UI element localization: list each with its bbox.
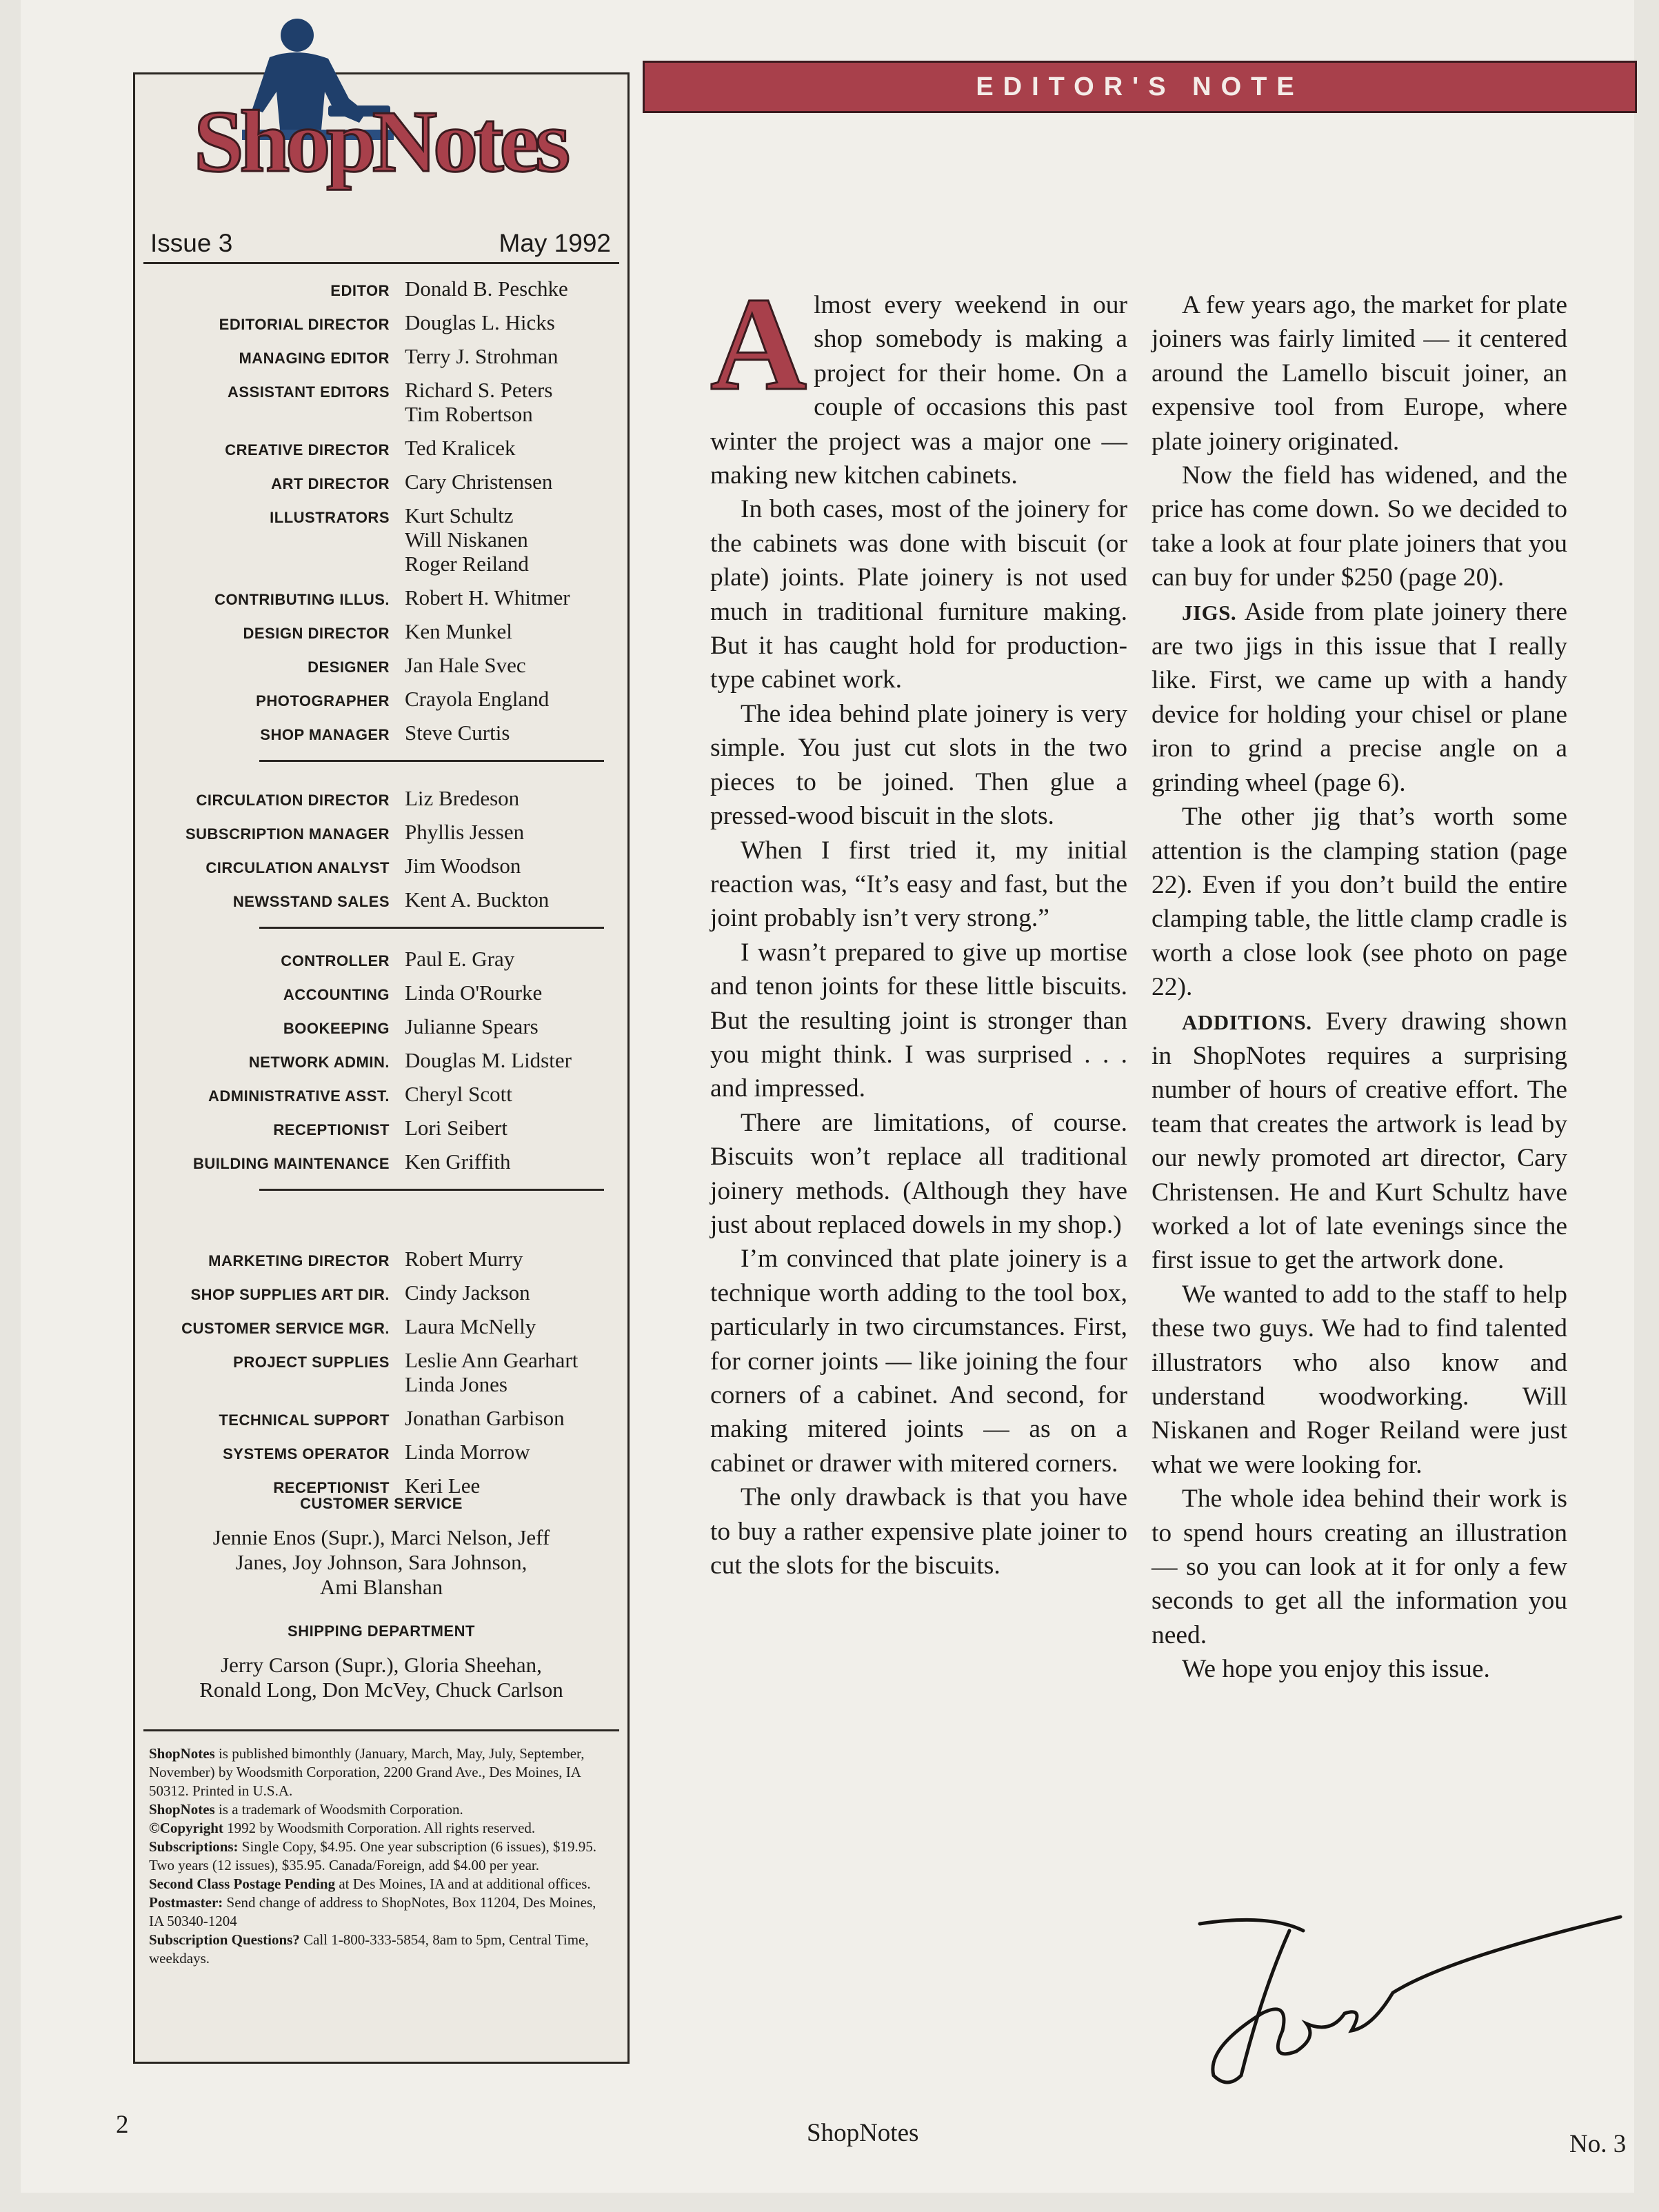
publication-line-lead: Second Class Postage Pending — [149, 1876, 336, 1892]
article-column-2 — [1152, 288, 1567, 1687]
run-in-heading: JIGS. — [1182, 600, 1237, 625]
logo-wordmark: ShopNotes — [194, 92, 569, 190]
paragraph-text: I wasn’t prepared to give up mortise and tenon joints for these little biscuits. But the resulting joint is stronger than you might think. I was surprised . . . and impressed. — [710, 938, 1127, 1103]
staff-row — [135, 1014, 627, 1042]
run-in-heading: ADDITIONS. — [1182, 1009, 1312, 1034]
staff-role: DESIGN DIRECTOR — [243, 625, 390, 642]
staff-names — [405, 687, 549, 711]
staff-row — [135, 503, 627, 576]
publication-info — [149, 1745, 614, 1968]
staff-names — [405, 721, 510, 745]
paragraph-text: I’m convinced that plate joinery is a technique worth adding to the tool box, particularly in two circumstances. First, for corner joints — like joining the four corners of a cabinet. And second, for making mitered joints — as on a cabinet or drawer with mitered corners. — [710, 1245, 1127, 1478]
staff-names — [405, 981, 542, 1005]
publication-line — [149, 1875, 614, 1893]
paragraph-text: Every drawing shown in ShopNotes requires a surprising number of hours of creative effort. The team that creates the artwork is lead by our newly promoted art director, Cary Christensen. He and Kurt Schultz have worked a lot of late evenings since the first issue to get the artwork done. — [1152, 1007, 1567, 1275]
publication-line — [149, 1800, 614, 1819]
staff-role: DESIGNER — [308, 658, 390, 676]
staff-row — [135, 585, 627, 613]
staff-names — [405, 820, 524, 844]
publication-line — [149, 1893, 614, 1931]
staff-name: Jan Hale Svec — [405, 653, 526, 677]
staff-row — [135, 619, 627, 647]
staff-role: EDITORIAL DIRECTOR — [219, 316, 390, 333]
article-column-1 — [710, 270, 1127, 1582]
footer-issue-number: No. 3 — [1569, 2130, 1627, 2158]
publication-line — [149, 1819, 614, 1838]
staff-role: SYSTEMS OPERATOR — [223, 1445, 390, 1462]
staff-role: SHOP SUPPLIES ART DIR. — [190, 1286, 390, 1303]
paragraph-text: We hope you enjoy this issue. — [1182, 1655, 1490, 1684]
staff-name: Cheryl Scott — [405, 1082, 512, 1106]
issue-label: Issue 3 — [150, 229, 233, 257]
article-paragraph — [710, 834, 1127, 936]
article-paragraph — [710, 936, 1127, 1106]
article-paragraph — [710, 1480, 1127, 1582]
customer-service-heading: CUSTOMER SERVICE — [300, 1495, 463, 1512]
staff-names — [405, 1348, 578, 1396]
staff-row — [135, 1314, 627, 1342]
publication-line — [149, 1931, 614, 1968]
publication-line-lead: ShopNotes — [149, 1801, 215, 1818]
publication-line-text: Send change of address to ShopNotes, Box 11204, Des Moines, IA 50340-1204 — [149, 1894, 596, 1929]
staff-name: Douglas M. Lidster — [405, 1048, 572, 1072]
publication-line-lead: Subscriptions: — [149, 1838, 239, 1855]
article-paragraph — [1152, 595, 1567, 800]
staff-row — [135, 1280, 627, 1308]
staff-name: Linda Jones — [405, 1372, 507, 1396]
staff-names — [405, 887, 549, 912]
publication-line-text: is a trademark of Woodsmith Corporation. — [214, 1801, 463, 1818]
publication-line-text: Single Copy, $4.95. One year subscription (6 issues), $19.95. Two years (12 issues), $35.95. Canada/Foreign, add $4.00 per year. — [149, 1838, 597, 1873]
paragraph-text: When I first tried it, my initial reaction was, “It’s easy and fast, but the joint probably isn’t very strong.” — [710, 836, 1127, 933]
customer-service-names — [149, 1525, 614, 1600]
publication-line-lead: ©Copyright — [149, 1820, 223, 1836]
staff-role: PROJECT SUPPLIES — [233, 1354, 390, 1371]
staff-names — [405, 344, 559, 368]
staff-names — [405, 1014, 539, 1038]
staff-row — [135, 436, 627, 463]
staff-role: SHOP MANAGER — [260, 726, 390, 743]
staff-row — [135, 1048, 627, 1076]
article-paragraph — [1152, 1278, 1567, 1482]
staff-role: CONTROLLER — [281, 952, 390, 969]
staff-role: RECEPTIONIST — [273, 1479, 390, 1496]
staff-name: Ken Munkel — [405, 619, 512, 643]
staff-names — [405, 585, 570, 610]
staff-role: TECHNICAL SUPPORT — [219, 1411, 390, 1429]
staff-row — [135, 1116, 627, 1143]
staff-name: Jonathan Garbison — [405, 1406, 565, 1430]
staff-role: ILLUSTRATORS — [270, 509, 390, 526]
issue-date: May 1992 — [499, 229, 611, 257]
staff-name: Douglas L. Hicks — [405, 310, 555, 334]
staff-role: ART DIRECTOR — [271, 475, 390, 492]
staff-names — [405, 1474, 480, 1498]
publication-line-lead: Postmaster: — [149, 1894, 223, 1911]
paragraph-text: The idea behind plate joinery is very simple. You just cut slots in the two pieces to be joined. Then glue a pressed-wood biscuit in the slots. — [710, 699, 1127, 831]
staff-role: SUBSCRIPTION MANAGER — [185, 825, 390, 843]
staff-row — [135, 887, 627, 915]
staff-role: NETWORK ADMIN. — [248, 1054, 390, 1071]
paragraph-text: There are limitations, of course. Biscuits won’t replace all traditional joinery methods. (Although they have just about replaced dowels in my shop.) — [710, 1108, 1127, 1239]
paragraph-text: The whole idea behind their work is to spend hours creating an illustration — so you can look at it for only a few seconds to get all the information you need. — [1152, 1485, 1567, 1649]
article-paragraph — [710, 1106, 1127, 1243]
paragraph-text: Aside from plate joinery there are two jigs in this issue that I really like. First, we came up with a handy device for holding your chisel or plane iron to grind a precise angle on a grinding wheel (page 6). — [1152, 597, 1567, 797]
divider — [143, 1729, 619, 1731]
staff-names — [405, 436, 516, 460]
section-divider — [259, 1189, 604, 1191]
paragraph-text: lmost every weekend in our shop somebody is making a project for their home. On a couple of occasions this past winter the project was a major one — making new kitchen cabinets. — [710, 291, 1127, 490]
staff-names — [405, 1082, 512, 1106]
staff-name: Laura McNelly — [405, 1314, 536, 1338]
staff-role: BOOKEEPING — [283, 1020, 390, 1037]
staff-name: Linda Morrow — [405, 1440, 530, 1464]
publication-line-text: is published bimonthly (January, March, May, July, September, November) by Woodsmith Corporation, 2200 Grand Ave., Des Moines, IA 50312. Printed in U.S.A. — [149, 1745, 585, 1799]
staff-name: Richard S. Peters — [405, 378, 553, 402]
issue-line — [143, 228, 619, 264]
publication-line-lead: Subscription Questions? — [149, 1931, 300, 1948]
staff-name: Lori Seibert — [405, 1116, 507, 1140]
staff-row — [135, 854, 627, 881]
staff-names — [405, 276, 568, 301]
page-number: 2 — [116, 2111, 129, 2139]
paragraph-text: In both cases, most of the joinery for the cabinets was done with biscuit (or plate) joints. Plate joinery is not used much in traditional furniture making. But it has caught hold for production-type cabinet work. — [710, 495, 1127, 694]
shipping-names — [149, 1653, 614, 1702]
staff-row — [135, 1149, 627, 1177]
staff-row — [135, 1406, 627, 1434]
staff-names — [405, 786, 519, 810]
article-paragraph — [710, 492, 1127, 696]
paragraph-text: A few years ago, the market for plate joiners was fairly limited — it centered around the Lamello biscuit joiner, an expensive tool from Europe, where plate joinery originated. — [1152, 291, 1567, 456]
staff-name: Robert H. Whitmer — [405, 585, 570, 610]
staff-names — [405, 1048, 572, 1072]
drop-cap: A — [710, 270, 807, 418]
staff-names — [405, 503, 529, 576]
staff-names — [405, 1406, 565, 1430]
staff-row — [135, 344, 627, 372]
staff-names — [405, 619, 512, 643]
masthead-box — [133, 72, 630, 2064]
staff-role: ACCOUNTING — [283, 986, 390, 1003]
paragraph-text: The other jig that’s worth some attention is the clamping station (page 22). Even if you don’t build the entire clamping table, the little clamp cradle is worth a close look (see photo on page 22). — [1152, 803, 1567, 1002]
staff-names — [405, 947, 514, 971]
publication-line — [149, 1838, 614, 1875]
staff-row — [135, 1440, 627, 1467]
staff-role: CIRCULATION DIRECTOR — [196, 792, 390, 809]
staff-names — [405, 310, 555, 334]
staff-name: Paul E. Gray — [405, 947, 515, 971]
staff-role: CIRCULATION ANALYST — [205, 859, 390, 876]
staff-name: Liz Bredeson — [405, 786, 520, 810]
staff-role: CONTRIBUTING ILLUS. — [214, 591, 390, 608]
staff-role: CREATIVE DIRECTOR — [225, 441, 390, 459]
staff-name: Tim Robertson — [405, 402, 533, 426]
staff-name: Ted Kralicek — [405, 436, 516, 460]
editors-note-banner — [643, 61, 1637, 113]
staff-name: Will Niskanen — [405, 527, 528, 552]
staff-name: Crayola England — [405, 687, 550, 711]
customer-service-line: Jennie Enos (Supr.), Marci Nelson, Jeff — [212, 1525, 550, 1549]
paragraph-text: The only drawback is that you have to buy a rather expensive plate joiner to cut the slots for the biscuits. — [710, 1483, 1127, 1580]
staff-role: BUILDING MAINTENANCE — [193, 1155, 390, 1172]
staff-names — [405, 1116, 507, 1140]
staff-role: RECEPTIONIST — [273, 1121, 390, 1138]
staff-role: ASSISTANT EDITORS — [227, 383, 390, 401]
staff-role: EDITOR — [330, 282, 390, 299]
staff-names — [405, 1247, 523, 1271]
staff-name: Linda O'Rourke — [405, 981, 543, 1005]
staff-role: NEWSSTAND SALES — [232, 893, 390, 910]
shipping-line: Jerry Carson (Supr.), Gloria Sheehan, — [221, 1653, 542, 1677]
staff-name: Jim Woodson — [405, 854, 521, 878]
magazine-page — [21, 0, 1634, 2193]
staff-name: Leslie Ann Gearhart — [405, 1348, 579, 1372]
staff-role: PHOTOGRAPHER — [256, 692, 390, 710]
article-paragraph — [1152, 1482, 1567, 1652]
paragraph-text: We wanted to add to the staff to help these two guys. We had to find talented illustrators who also know and understand woodworking. Will Niskanen and Roger Reiland were just what we were looking for. — [1152, 1280, 1567, 1479]
staff-names — [405, 1280, 530, 1305]
staff-row — [135, 721, 627, 748]
shipping-heading: SHIPPING DEPARTMENT — [288, 1622, 475, 1640]
staff-role: CUSTOMER SERVICE MGR. — [181, 1320, 390, 1337]
staff-names — [405, 1440, 530, 1464]
staff-names — [405, 378, 552, 426]
staff-name: Cindy Jackson — [405, 1280, 530, 1305]
customer-service-line: Janes, Joy Johnson, Sara Johnson, — [235, 1550, 527, 1574]
staff-name: Donald B. Peschke — [405, 276, 568, 301]
staff-name: Roger Reiland — [405, 552, 529, 576]
staff-role: MANAGING EDITOR — [239, 350, 390, 367]
staff-name: Terry J. Strohman — [405, 344, 559, 368]
staff-row — [135, 687, 627, 714]
staff-name: Robert Murry — [405, 1247, 523, 1271]
article-paragraph — [710, 697, 1127, 834]
staff-names — [405, 653, 526, 677]
article-paragraph — [1152, 1652, 1567, 1686]
article-paragraph — [710, 1242, 1127, 1480]
staff-row — [135, 276, 627, 304]
article-paragraph — [1152, 1005, 1567, 1278]
staff-row — [135, 470, 627, 497]
staff-name: Steve Curtis — [405, 721, 510, 745]
staff-names — [405, 1314, 536, 1338]
paragraph-text: Now the field has widened, and the price has come down. So we decided to take a look at four plate joiners that you can buy for under $250 (page 20). — [1152, 461, 1567, 592]
article-paragraph — [1152, 800, 1567, 1004]
publication-line — [149, 1745, 614, 1800]
signature — [1186, 1910, 1627, 2096]
staff-name: Kent A. Buckton — [405, 887, 550, 912]
staff-name: Ken Griffith — [405, 1149, 511, 1174]
staff-row — [135, 378, 627, 426]
article-paragraph — [710, 270, 1127, 492]
customer-service-line: Ami Blanshan — [319, 1575, 443, 1599]
footer-magazine-name: ShopNotes — [807, 2119, 919, 2147]
publication-line-text: Call 1-800-333-5854, 8am to 5pm, Central Time, weekdays. — [149, 1931, 589, 1967]
shipping-line: Ronald Long, Don McVey, Chuck Carlson — [199, 1678, 563, 1702]
shopnotes-logo — [187, 9, 573, 195]
staff-name: Keri Lee — [405, 1474, 481, 1498]
publication-line-text: at Des Moines, IA and at additional offices. — [335, 1876, 591, 1892]
staff-name: Phyllis Jessen — [405, 820, 525, 844]
staff-row — [135, 653, 627, 681]
publication-line-lead: ShopNotes — [149, 1745, 215, 1762]
publication-line-text: 1992 by Woodsmith Corporation. All rights reserved. — [223, 1820, 536, 1836]
staff-row — [135, 981, 627, 1008]
staff-row — [135, 820, 627, 847]
article-paragraph — [1152, 288, 1567, 459]
section-divider — [259, 760, 604, 762]
staff-row — [135, 310, 627, 338]
article-paragraph — [1152, 459, 1567, 595]
staff-row — [135, 1082, 627, 1109]
staff-role: ADMINISTRATIVE ASST. — [208, 1087, 390, 1105]
editors-note-heading: EDITOR'S NOTE — [976, 72, 1304, 101]
staff-row — [135, 1348, 627, 1396]
staff-row — [135, 786, 627, 814]
staff-name: Cary Christensen — [405, 470, 553, 494]
section-divider — [259, 927, 604, 929]
staff-row — [135, 1247, 627, 1274]
staff-names — [405, 1149, 511, 1174]
staff-names — [405, 854, 521, 878]
staff-names — [405, 470, 552, 494]
staff-role: MARKETING DIRECTOR — [208, 1252, 390, 1269]
staff-row — [135, 947, 627, 974]
staff-name: Kurt Schultz — [405, 503, 514, 527]
staff-name: Julianne Spears — [405, 1014, 539, 1038]
